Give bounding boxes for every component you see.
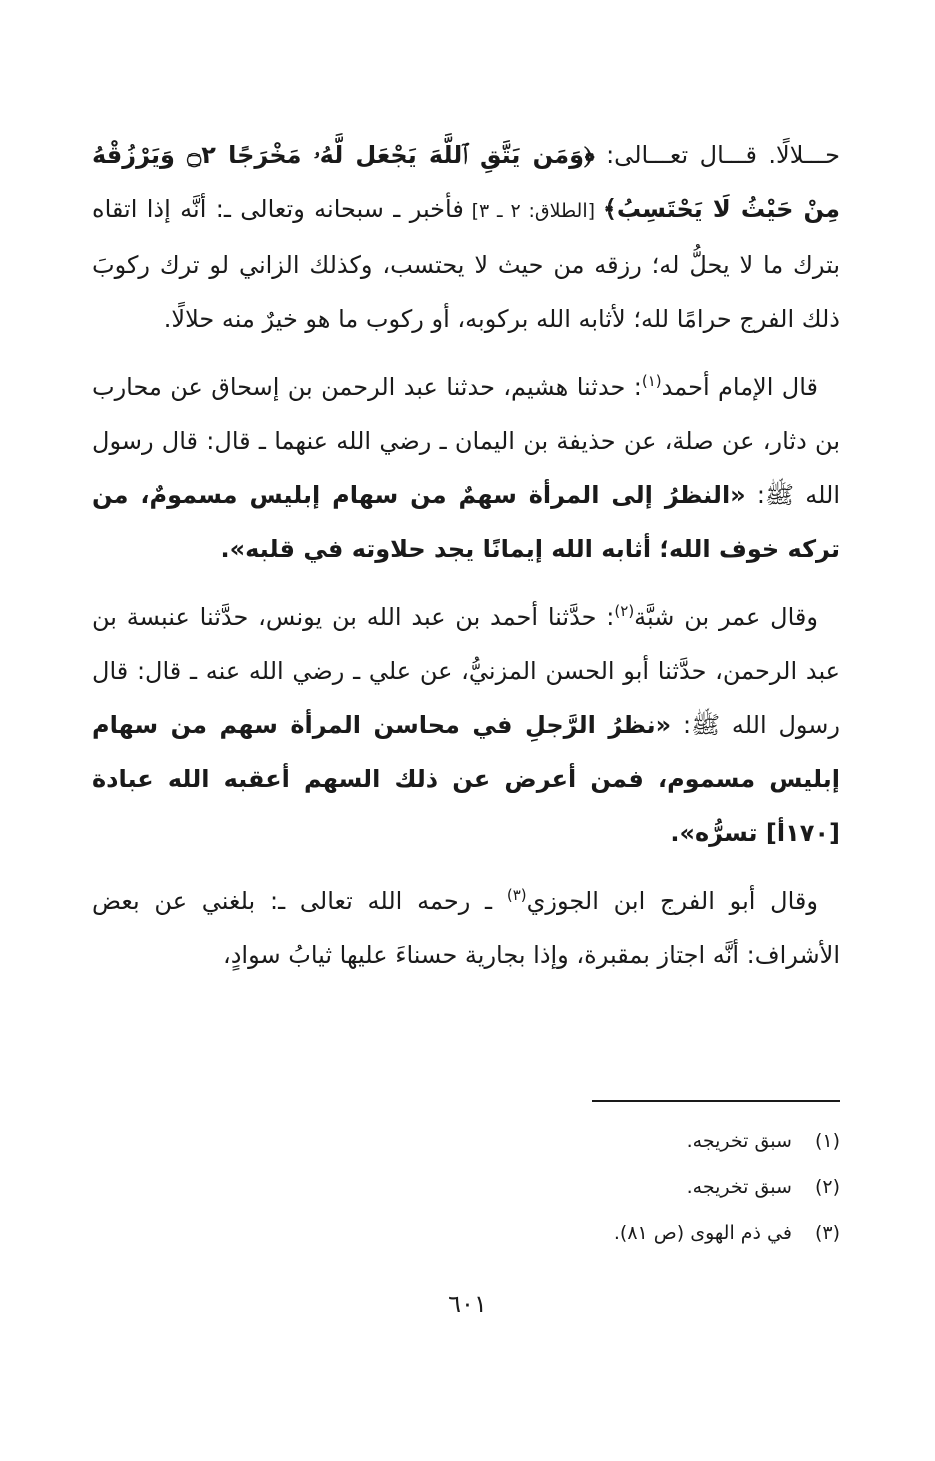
footnote-text: سبق تخريجه. [686, 1130, 792, 1152]
footnote-number: (٣) [814, 1222, 840, 1244]
main-text [92, 128, 840, 996]
paragraph-lead: وقال أبو الفرج ابن الجوزي [526, 887, 818, 915]
paragraph-text: : حدثنا هشيم، حدثنا عبد الرحمن بن إسحاق عن محارب بن دثار، عن صلة، عن حذيفة بن اليمان ـ رضي الله عنهما ـ قال: قال رسول الله ﷺ: [92, 373, 840, 509]
verse-reference: [الطلاق: ٢ ـ ٣] [463, 200, 603, 222]
footnote-number: (١) [814, 1130, 840, 1152]
footnote-ref: (١) [641, 372, 662, 390]
paragraph-lead: وقال عمر بن شبَّة [634, 603, 818, 631]
hadith-text: «النظرُ إلى المرأة سهمٌ من سهام إبليس مسمومٌ، من تركه خوف الله؛ أثابه الله إيمانًا يجد حلاوته في قلبه». [92, 481, 840, 563]
page-number: ٦٠١ [448, 1290, 487, 1318]
paragraph-ibn-aljawzi [92, 874, 840, 982]
footnote-text: في ذم الهوى (ص ٨١). [613, 1222, 792, 1244]
footnote-ref: (٢) [614, 602, 635, 620]
paragraph-lead: قال الإمام أحمد [661, 373, 819, 401]
footnotes [92, 1118, 840, 1256]
paragraph-ahmad [92, 360, 840, 576]
paragraph-text: فأخبر ـ سبحانه وتعالى ـ: أنَّه إذا اتقاه بترك ما لا يحلُّ له؛ رزقه من حيث لا يحتسب، وكذلك الزاني لو ترك ركوبَ ذلك الفرج حرامًا لله؛ لأثابه الله بركوبه، أو ركوب ما هو خيرٌ منه حلالًا. [92, 195, 840, 333]
paragraph-lead: حـــلالًا. قـــال تعـــالى: [594, 141, 840, 169]
paragraph-verse [92, 128, 840, 346]
paragraph-omar [92, 590, 840, 860]
paragraph-text: : حدَّثنا أحمد بن عبد الله بن يونس، حدَّثنا عنبسة بن عبد الرحمن، حدَّثنا أبو الحسن المزنيُّ، عن علي ـ رضي الله عنه ـ قال: قال رسول الله ﷺ: [92, 603, 840, 739]
footnote-ref: (٣) [506, 886, 527, 904]
footnote-item [92, 1210, 840, 1256]
paragraph-text: ـ رحمه الله تعالى ـ: بلغني عن بعض الأشراف: أنَّه اجتاز بمقبرة، وإذا بجارية حسناءَ عليها ثيابُ سوادٍ، [92, 887, 840, 969]
footnote-text: سبق تخريجه. [686, 1176, 792, 1198]
hadith-text: «نظرُ الرَّجلِ في محاسن المرأة سهم من سهام إبليس مسموم، فمن أعرض عن ذلك السهم أعقبه الله عبادة [١٧٠أ] تسرُّه». [92, 711, 840, 847]
quran-verse: ﴿وَمَن يَتَّقِ ٱللَّهَ يَجْعَل لَّهُۥ مَخْرَجًا ۝٢ وَيَرْزُقْهُ مِنْ حَيْثُ لَا يَحْتَسِبُ﴾ [92, 141, 840, 223]
footnote-item [92, 1164, 840, 1210]
footnote-number: (٢) [814, 1176, 840, 1198]
footnote-divider [592, 1100, 840, 1102]
footnote-item [92, 1118, 840, 1164]
